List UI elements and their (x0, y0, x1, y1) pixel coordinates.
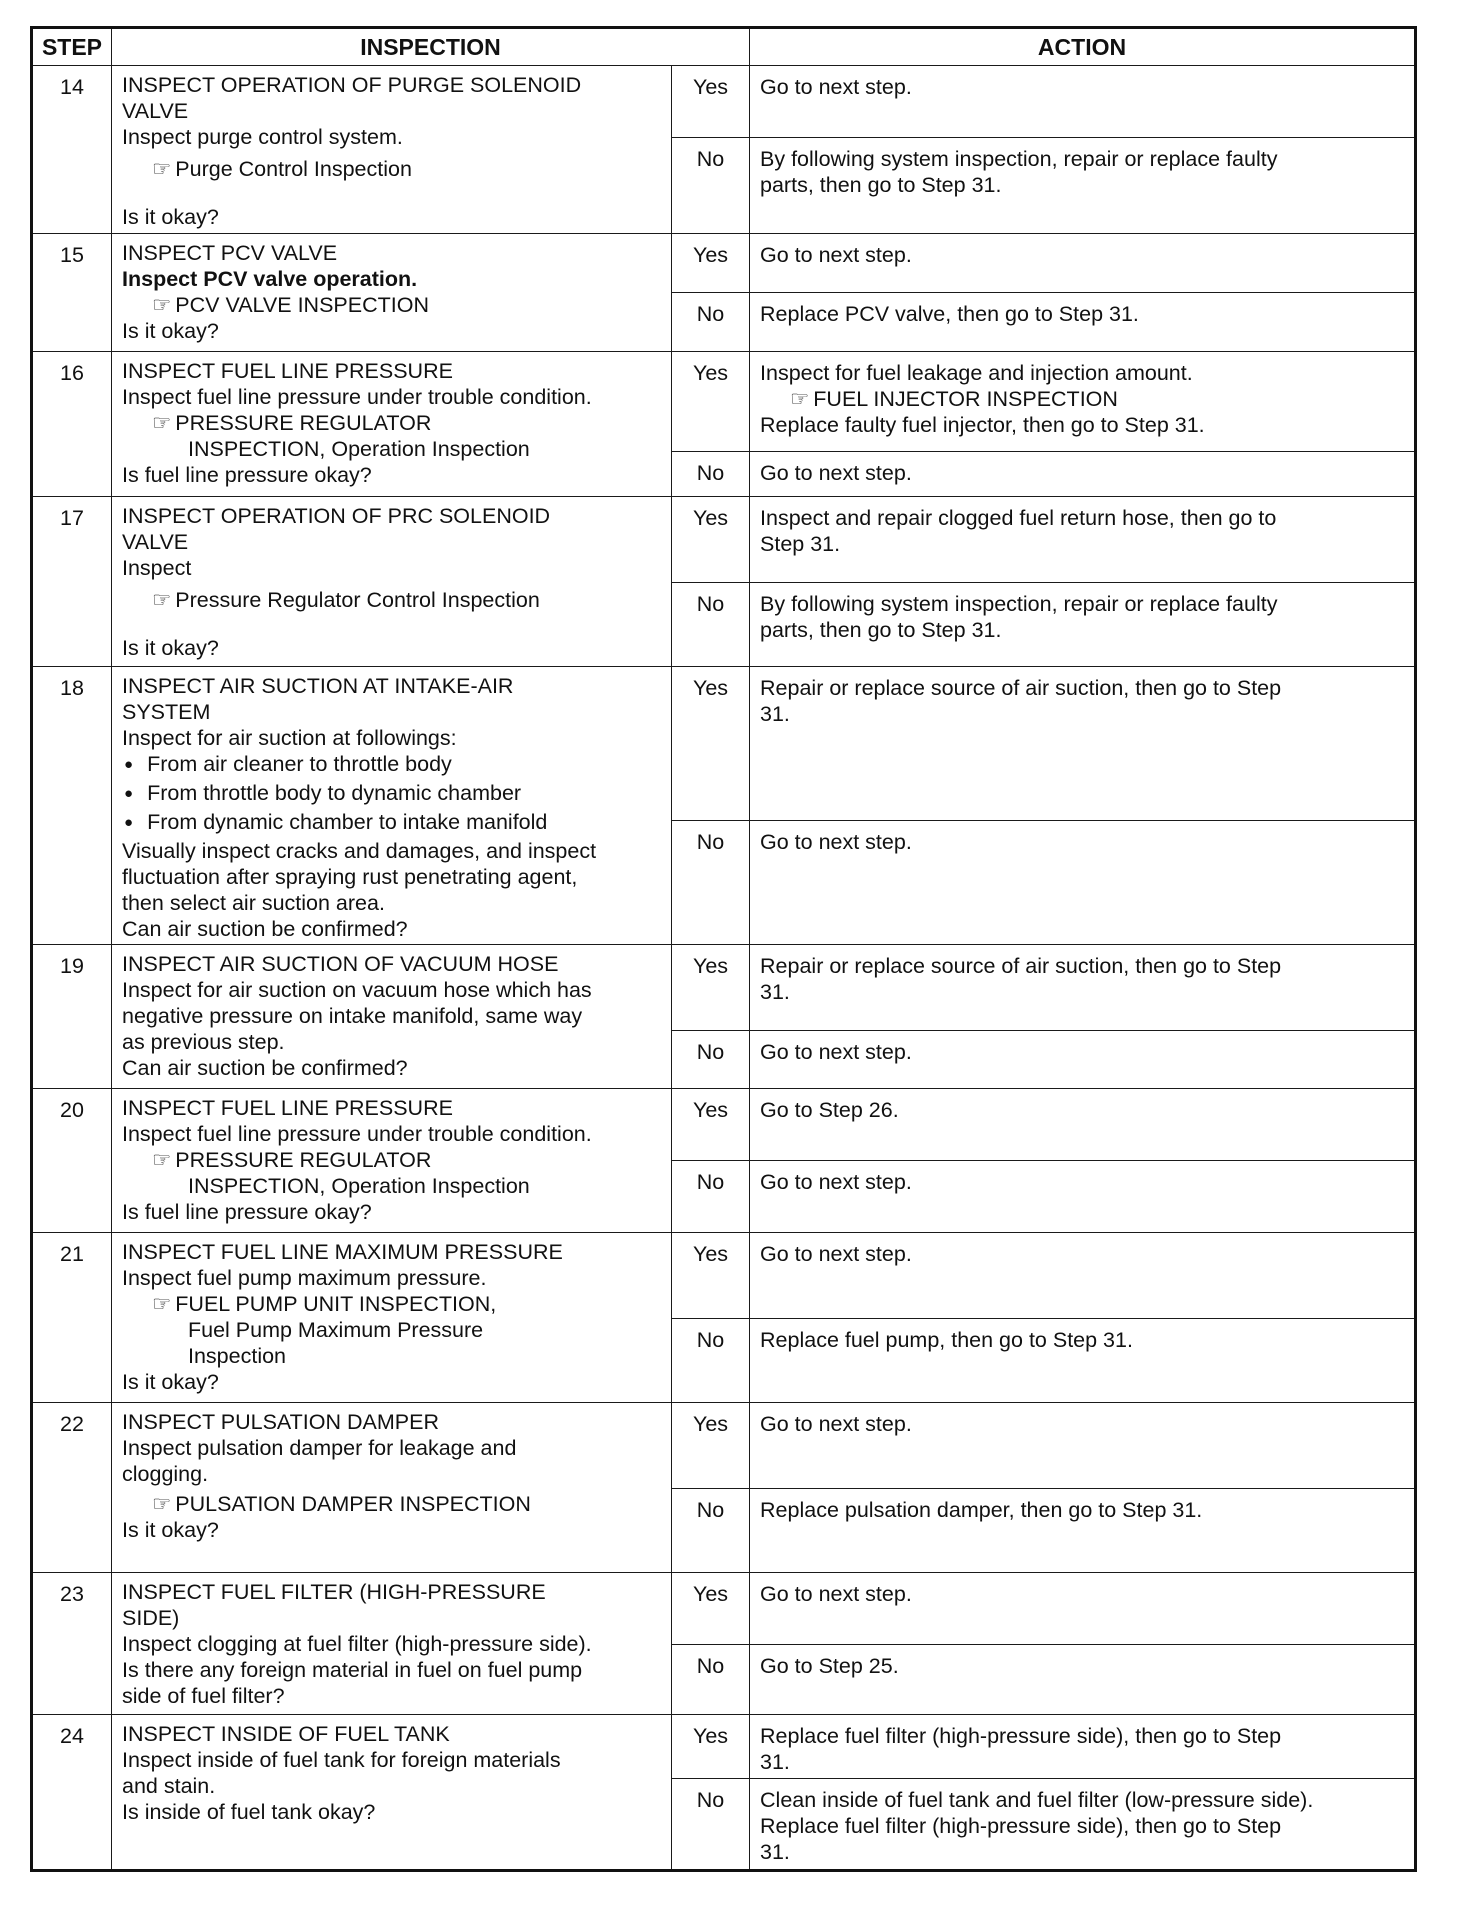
step-number: 18 (32, 667, 112, 945)
inspection-question: Is it okay? (122, 205, 219, 229)
bullet-item: ● From dynamic chamber to intake manifold (122, 809, 663, 838)
yes-label: Yes (672, 1715, 750, 1779)
yes-label: Yes (672, 497, 750, 583)
yes-action (750, 234, 1416, 293)
inspection-cell (112, 234, 672, 352)
inspection-text: Visually inspect cracks and damages, and inspect (122, 839, 597, 863)
action-text: Go to next step. (760, 1170, 912, 1194)
bullet-item: ● From throttle body to dynamic chamber (122, 780, 663, 809)
inspection-title: INSPECT FUEL LINE PRESSURE (122, 359, 453, 383)
inspection-title: INSPECT AIR SUCTION OF VACUUM HOSE (122, 952, 559, 976)
action-text: Replace pulsation damper, then go to Step 31. (760, 1498, 1203, 1522)
action-text: Inspect for fuel leakage and injection amount. (760, 361, 1193, 385)
reference-link[interactable]: PRESSURE REGULATOR (175, 411, 432, 435)
step-number: 14 (32, 66, 112, 234)
action-text: Go to next step. (760, 1412, 912, 1436)
step-number: 20 (32, 1089, 112, 1233)
inspection-question: Is it okay? (122, 1370, 219, 1394)
yes-label: Yes (672, 352, 750, 452)
action-text: Go to next step. (760, 1040, 912, 1064)
action-text: 31. (760, 1750, 790, 1774)
step-21-yes-row (32, 1233, 1416, 1319)
inspection-title: INSPECT OPERATION OF PURGE SOLENOID (122, 73, 582, 97)
yes-action (750, 1233, 1416, 1319)
action-text: By following system inspection, repair or replace faulty (760, 592, 1278, 616)
yes-label: Yes (672, 1089, 750, 1161)
inspection-table (30, 26, 1417, 1872)
no-label: No (672, 821, 750, 945)
reference-link[interactable]: PCV VALVE INSPECTION (175, 293, 429, 317)
action-text: parts, then go to Step 31. (760, 618, 1002, 642)
no-label: No (672, 1779, 750, 1871)
header-inspection: INSPECTION (112, 28, 750, 66)
inspection-cell (112, 667, 672, 945)
no-action (750, 138, 1416, 234)
yes-label: Yes (672, 945, 750, 1031)
inspection-question: Is it okay? (122, 319, 219, 343)
step-number: 23 (32, 1573, 112, 1715)
step-number: 15 (32, 234, 112, 352)
yes-action (750, 1403, 1416, 1489)
reference-pointer-icon (152, 1292, 175, 1316)
inspection-title: INSPECT INSIDE OF FUEL TANK (122, 1722, 450, 1746)
troubleshooting-document (30, 26, 1414, 1872)
action-text: Go to next step. (760, 830, 912, 854)
no-label: No (672, 452, 750, 497)
inspection-text: Inspect for air suction at followings: (122, 726, 457, 750)
inspection-text: Inspect for air suction on vacuum hose which has (122, 978, 592, 1002)
inspection-title: SIDE) (122, 1606, 180, 1630)
no-action (750, 1489, 1416, 1573)
inspection-cell (112, 1715, 672, 1871)
inspection-text: as previous step. (122, 1030, 285, 1054)
inspection-text: and stain. (122, 1774, 216, 1798)
action-text: Step 31. (760, 532, 841, 556)
step-number: 21 (32, 1233, 112, 1403)
reference-link[interactable]: Fuel Pump Maximum Pressure (188, 1318, 484, 1342)
yes-label: Yes (672, 234, 750, 293)
yes-action (750, 1089, 1416, 1161)
inspection-title: VALVE (122, 530, 189, 554)
no-action (750, 1779, 1416, 1871)
action-text: Replace fuel filter (high-pressure side), then go to Step (760, 1724, 1282, 1748)
inspection-cell (112, 497, 672, 667)
yes-action (750, 1715, 1416, 1779)
action-text: Go to next step. (760, 75, 912, 99)
inspection-text: Inspect (122, 556, 192, 580)
action-text: Replace PCV valve, then go to Step 31. (760, 302, 1139, 326)
inspection-title: INSPECT PULSATION DAMPER (122, 1410, 439, 1434)
no-action (750, 1645, 1416, 1715)
inspection-text: negative pressure on intake manifold, same way (122, 1004, 583, 1028)
inspection-question: Is there any foreign material in fuel on fuel pump (122, 1658, 583, 1682)
inspection-cell (112, 1403, 672, 1573)
yes-label: Yes (672, 667, 750, 821)
reference-link[interactable]: Pressure Regulator Control Inspection (175, 588, 540, 612)
step-19-yes-row (32, 945, 1416, 1031)
action-text: Replace fuel pump, then go to Step 31. (760, 1328, 1133, 1352)
inspection-title: INSPECT AIR SUCTION AT INTAKE-AIR (122, 674, 514, 698)
no-label: No (672, 138, 750, 234)
step-24-yes-row (32, 1715, 1416, 1779)
reference-pointer-icon (152, 1148, 175, 1172)
inspection-text: Inspect purge control system. (122, 125, 403, 149)
inspection-title: INSPECT FUEL LINE MAXIMUM PRESSURE (122, 1240, 563, 1264)
reference-pointer-icon (152, 411, 175, 435)
step-20-yes-row (32, 1089, 1416, 1161)
inspection-text: Inspect clogging at fuel filter (high-pressure side). (122, 1632, 592, 1656)
yes-action (750, 945, 1416, 1031)
reference-pointer-icon (152, 588, 175, 612)
no-action (750, 293, 1416, 352)
step-number: 22 (32, 1403, 112, 1573)
inspection-title: SYSTEM (122, 700, 211, 724)
step-22-yes-row (32, 1403, 1416, 1489)
reference-link[interactable]: INSPECTION, Operation Inspection (188, 1174, 530, 1198)
action-text: Go to next step. (760, 1582, 912, 1606)
yes-action (750, 1573, 1416, 1645)
step-14-yes-row (32, 66, 1416, 138)
action-text: 31. (760, 1840, 790, 1864)
yes-label: Yes (672, 66, 750, 138)
yes-label: Yes (672, 1403, 750, 1489)
no-action (750, 583, 1416, 667)
reference-link[interactable]: PRESSURE REGULATOR (175, 1148, 432, 1172)
step-16-yes-row (32, 352, 1416, 452)
inspection-title: INSPECT PCV VALVE (122, 241, 338, 265)
inspection-text: fluctuation after spraying rust penetrating agent, (122, 865, 578, 889)
inspection-cell (112, 1233, 672, 1403)
inspection-cell (112, 352, 672, 497)
reference-link[interactable]: FUEL PUMP UNIT INSPECTION, (175, 1292, 497, 1316)
inspection-cell (112, 1089, 672, 1233)
yes-action (750, 667, 1416, 821)
action-text: Go to next step. (760, 461, 912, 485)
action-text: Inspect and repair clogged fuel return hose, then go to (760, 506, 1277, 530)
action-text: 31. (760, 980, 790, 1004)
inspection-question: Is it okay? (122, 636, 219, 660)
reference-pointer-icon (790, 387, 813, 411)
inspection-text: clogging. (122, 1462, 209, 1486)
inspection-question: Can air suction be confirmed? (122, 1056, 408, 1080)
inspection-title: INSPECT OPERATION OF PRC SOLENOID (122, 504, 551, 528)
action-text: Replace fuel filter (high-pressure side), then go to Step (760, 1814, 1282, 1838)
step-number: 19 (32, 945, 112, 1089)
action-text: Go to Step 26. (760, 1098, 899, 1122)
reference-link[interactable]: PULSATION DAMPER INSPECTION (175, 1492, 531, 1516)
header-row (32, 28, 1416, 66)
yes-label: Yes (672, 1233, 750, 1319)
action-text: Clean inside of fuel tank and fuel filter (low-pressure side). (760, 1788, 1314, 1812)
action-text: By following system inspection, repair or replace faulty (760, 147, 1278, 171)
inspection-title: INSPECT FUEL FILTER (HIGH-PRESSURE (122, 1580, 546, 1604)
step-18-yes-row (32, 667, 1416, 821)
action-text: Go to next step. (760, 243, 912, 267)
inspection-question: Is it okay? (122, 1518, 219, 1542)
action-text: parts, then go to Step 31. (760, 173, 1002, 197)
no-label: No (672, 1319, 750, 1403)
inspection-title: INSPECT FUEL LINE PRESSURE (122, 1096, 453, 1120)
no-label: No (672, 1489, 750, 1573)
action-text: Repair or replace source of air suction, then go to Step (760, 954, 1282, 978)
inspection-question: Is inside of fuel tank okay? (122, 1800, 376, 1824)
bullet-item: ● From air cleaner to throttle body (122, 751, 663, 780)
step-23-yes-row (32, 1573, 1416, 1645)
action-text: Replace faulty fuel injector, then go to Step 31. (760, 413, 1205, 437)
reference-pointer-icon (152, 157, 175, 181)
step-15-yes-row (32, 234, 1416, 293)
step-number: 24 (32, 1715, 112, 1871)
no-action (750, 821, 1416, 945)
no-label: No (672, 1031, 750, 1089)
action-text: Go to Step 25. (760, 1654, 899, 1678)
inspection-text: Inspect fuel pump maximum pressure. (122, 1266, 487, 1290)
yes-action (750, 352, 1416, 452)
reference-link[interactable]: Inspection (188, 1344, 287, 1368)
step-number: 16 (32, 352, 112, 497)
reference-pointer-icon (152, 293, 175, 317)
no-label: No (672, 293, 750, 352)
inspection-question: Can air suction be confirmed? (122, 917, 408, 941)
inspection-cell (112, 66, 672, 234)
inspection-title: VALVE (122, 99, 189, 123)
no-action (750, 1319, 1416, 1403)
no-label: No (672, 1645, 750, 1715)
reference-link[interactable]: Purge Control Inspection (175, 157, 412, 181)
yes-action (750, 497, 1416, 583)
action-text: Repair or replace source of air suction, then go to Step (760, 676, 1282, 700)
inspection-text: Inspect fuel line pressure under trouble condition. (122, 1122, 592, 1146)
inspection-question: Is fuel line pressure okay? (122, 1200, 372, 1224)
inspection-text: Inspect pulsation damper for leakage and (122, 1436, 517, 1460)
inspection-text: Inspect PCV valve operation. (122, 267, 418, 291)
inspection-question: Is fuel line pressure okay? (122, 463, 372, 487)
action-text: 31. (760, 702, 790, 726)
no-action (750, 452, 1416, 497)
action-text: Go to next step. (760, 1242, 912, 1266)
inspection-cell (112, 945, 672, 1089)
header-step: STEP (32, 28, 112, 66)
inspection-cell (112, 1573, 672, 1715)
yes-label: Yes (672, 1573, 750, 1645)
inspection-text: then select air suction area. (122, 891, 385, 915)
step-number: 17 (32, 497, 112, 667)
header-action: ACTION (750, 28, 1416, 66)
step-17-yes-row (32, 497, 1416, 583)
no-label: No (672, 1161, 750, 1233)
inspection-text: Inspect fuel line pressure under trouble condition. (122, 385, 592, 409)
no-action (750, 1161, 1416, 1233)
yes-action (750, 66, 1416, 138)
reference-pointer-icon (152, 1492, 175, 1516)
no-label: No (672, 583, 750, 667)
reference-link[interactable]: INSPECTION, Operation Inspection (188, 437, 530, 461)
no-action (750, 1031, 1416, 1089)
reference-link[interactable]: FUEL INJECTOR INSPECTION (813, 387, 1118, 411)
inspection-text: Inspect inside of fuel tank for foreign materials (122, 1748, 561, 1772)
inspection-question: side of fuel filter? (122, 1684, 285, 1708)
